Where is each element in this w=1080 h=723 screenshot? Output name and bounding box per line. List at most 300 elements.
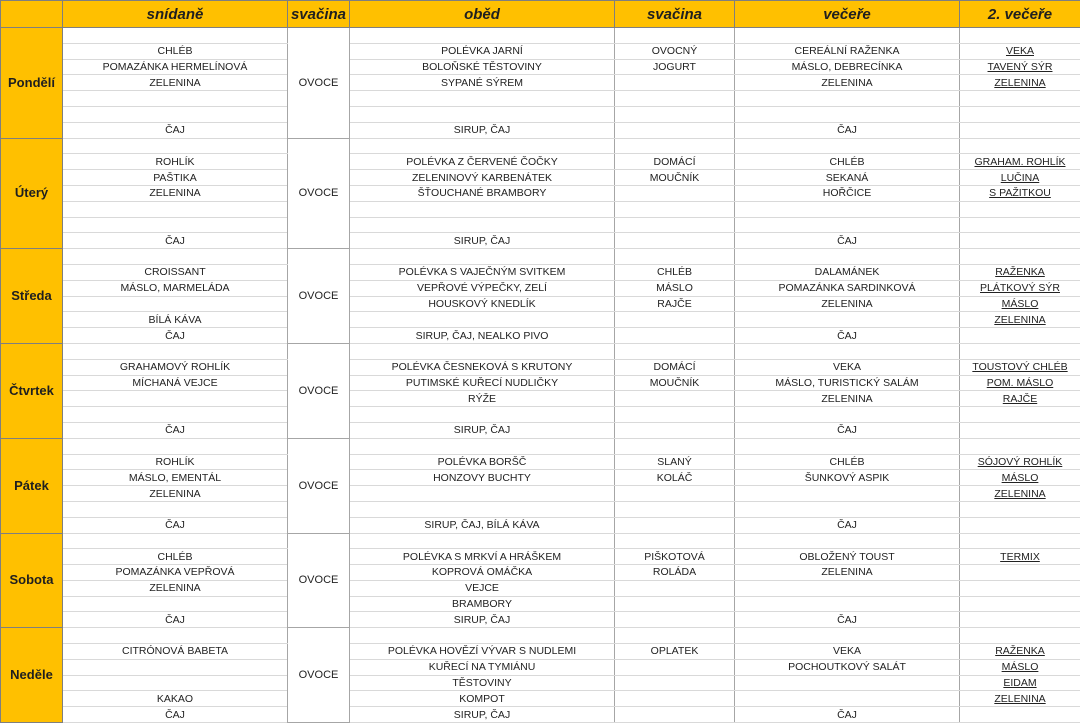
cell-vecere-2-text: SÓJOVÝ ROHLÍK (978, 456, 1063, 468)
cell-snidane: ČAJ (63, 707, 288, 723)
table-row (1, 138, 1080, 154)
table-row (1, 359, 1080, 375)
cell-obed (350, 217, 615, 233)
cell-obed: ŠŤOUCHANÉ BRAMBORY (350, 185, 615, 201)
table-row (1, 296, 1080, 312)
cell-svacina-2 (615, 122, 735, 138)
cell-vecere-2 (960, 359, 1080, 375)
cell-obed: SIRUP, ČAJ, NEALKO PIVO (350, 328, 615, 344)
cell-snidane: CROISSANT (63, 264, 288, 280)
cell-vecere-2 (960, 122, 1080, 138)
cell-snidane: BÍLÁ KÁVA (63, 312, 288, 328)
cell-snidane (63, 628, 288, 644)
cell-vecere: DALAMÁNEK (735, 264, 960, 280)
cell-vecere-2 (960, 422, 1080, 438)
cell-svacina-2 (615, 628, 735, 644)
day-label: Neděle (1, 628, 63, 723)
cell-obed: POLÉVKA Z ČERVENÉ ČOČKY (350, 154, 615, 170)
cell-svacina-2 (615, 217, 735, 233)
cell-vecere-2-text: S PAŽITKOU (989, 187, 1051, 199)
cell-vecere-2-text: MÁSLO (1002, 661, 1039, 673)
cell-svacina-2 (615, 75, 735, 91)
cell-snidane (63, 217, 288, 233)
cell-obed: PUTIMSKÉ KUŘECÍ NUDLIČKY (350, 375, 615, 391)
cell-vecere (735, 628, 960, 644)
cell-svacina-2: PIŠKOTOVÁ (615, 549, 735, 565)
cell-obed: POLÉVKA S VAJEČNÝM SVITKEM (350, 264, 615, 280)
cell-vecere: ZELENINA (735, 565, 960, 581)
cell-vecere: POMAZÁNKA SARDINKOVÁ (735, 280, 960, 296)
cell-obed: KOPROVÁ OMÁČKA (350, 565, 615, 581)
cell-svacina-2 (615, 343, 735, 359)
cell-vecere: CEREÁLNÍ RAŽENKA (735, 43, 960, 59)
cell-vecere-2 (960, 501, 1080, 517)
table-row (1, 533, 1080, 549)
cell-svacina-2 (615, 312, 735, 328)
table-row (1, 422, 1080, 438)
cell-svacina-2 (615, 201, 735, 217)
cell-svacina-1: OVOCE (288, 343, 350, 438)
cell-snidane (63, 249, 288, 265)
cell-vecere: ČAJ (735, 122, 960, 138)
cell-vecere-2 (960, 185, 1080, 201)
cell-vecere-2 (960, 91, 1080, 107)
table-row (1, 280, 1080, 296)
table-row (1, 612, 1080, 628)
table-row (1, 154, 1080, 170)
cell-vecere-2 (960, 517, 1080, 533)
cell-snidane: POMAZÁNKA VEPŘOVÁ (63, 565, 288, 581)
cell-vecere (735, 217, 960, 233)
cell-vecere (735, 138, 960, 154)
table-row (1, 486, 1080, 502)
cell-vecere (735, 201, 960, 217)
cell-snidane: KAKAO (63, 691, 288, 707)
cell-vecere-2-text: ZELENINA (994, 488, 1045, 500)
table-row (1, 75, 1080, 91)
cell-vecere-2 (960, 138, 1080, 154)
cell-svacina-2 (615, 659, 735, 675)
cell-obed (350, 407, 615, 423)
cell-vecere: VEKA (735, 644, 960, 660)
cell-snidane (63, 201, 288, 217)
table-row (1, 501, 1080, 517)
cell-svacina-2 (615, 91, 735, 107)
cell-vecere (735, 407, 960, 423)
cell-svacina-2: DOMÁCÍ (615, 359, 735, 375)
cell-obed: SIRUP, ČAJ (350, 707, 615, 723)
cell-svacina-2: SLANÝ (615, 454, 735, 470)
cell-obed (350, 628, 615, 644)
cell-vecere (735, 91, 960, 107)
cell-vecere-2 (960, 644, 1080, 660)
cell-snidane (63, 533, 288, 549)
cell-vecere-2-text: ZELENINA (994, 693, 1045, 705)
cell-obed (350, 106, 615, 122)
cell-vecere-2-text: TAVENÝ SÝR (988, 61, 1053, 73)
cell-vecere: ČAJ (735, 233, 960, 249)
table-row (1, 343, 1080, 359)
cell-snidane (63, 596, 288, 612)
cell-obed: RÝŽE (350, 391, 615, 407)
cell-snidane (63, 106, 288, 122)
cell-vecere (735, 438, 960, 454)
cell-vecere-2-text: GRAHAM. ROHLÍK (974, 156, 1065, 168)
cell-snidane: CHLÉB (63, 549, 288, 565)
table-row (1, 217, 1080, 233)
cell-obed: HONZOVY BUCHTY (350, 470, 615, 486)
cell-svacina-2: CHLÉB (615, 264, 735, 280)
cell-vecere (735, 312, 960, 328)
cell-svacina-2: MOUČNÍK (615, 170, 735, 186)
cell-vecere-2 (960, 707, 1080, 723)
cell-svacina-2: ROLÁDA (615, 565, 735, 581)
cell-svacina-2: DOMÁCÍ (615, 154, 735, 170)
table-row (1, 438, 1080, 454)
cell-obed (350, 138, 615, 154)
cell-obed: POLÉVKA HOVĚZÍ VÝVAR S NUDLEMI (350, 644, 615, 660)
cell-vecere-2-text: VEKA (1006, 45, 1034, 57)
cell-vecere-2 (960, 280, 1080, 296)
cell-vecere-2 (960, 170, 1080, 186)
cell-vecere-2 (960, 201, 1080, 217)
cell-vecere: ČAJ (735, 328, 960, 344)
cell-vecere-2 (960, 391, 1080, 407)
cell-vecere-2-text: TERMIX (1000, 551, 1040, 563)
cell-svacina-2 (615, 391, 735, 407)
cell-vecere: ČAJ (735, 422, 960, 438)
cell-svacina-1: OVOCE (288, 138, 350, 249)
day-label: Čtvrtek (1, 343, 63, 438)
cell-vecere-2 (960, 43, 1080, 59)
cell-snidane: CITRÓNOVÁ BABETA (63, 644, 288, 660)
cell-obed (350, 343, 615, 359)
table-row (1, 122, 1080, 138)
cell-svacina-2 (615, 233, 735, 249)
menu-body (1, 28, 1080, 723)
cell-vecere: ZELENINA (735, 75, 960, 91)
cell-svacina-1: OVOCE (288, 438, 350, 533)
cell-svacina-2: MOUČNÍK (615, 375, 735, 391)
table-row (1, 517, 1080, 533)
cell-svacina-2 (615, 533, 735, 549)
cell-snidane: ZELENINA (63, 185, 288, 201)
table-row (1, 565, 1080, 581)
cell-snidane (63, 91, 288, 107)
header-svacina-1: svačina (288, 1, 350, 28)
corner-cell (1, 1, 63, 28)
day-label: Úterý (1, 138, 63, 249)
table-row (1, 106, 1080, 122)
cell-snidane (63, 659, 288, 675)
cell-snidane: MÁSLO, MARMELÁDA (63, 280, 288, 296)
cell-svacina-2 (615, 407, 735, 423)
cell-snidane: PAŠTIKA (63, 170, 288, 186)
cell-vecere (735, 106, 960, 122)
cell-vecere-2-text: MÁSLO (1002, 472, 1039, 484)
cell-vecere (735, 675, 960, 691)
cell-svacina-2 (615, 328, 735, 344)
cell-snidane: MÁSLO, EMENTÁL (63, 470, 288, 486)
cell-svacina-1: OVOCE (288, 249, 350, 344)
cell-vecere-2-text: PLÁTKOVÝ SÝR (980, 282, 1060, 294)
cell-svacina-2: KOLÁČ (615, 470, 735, 486)
table-row (1, 43, 1080, 59)
table-row (1, 264, 1080, 280)
cell-svacina-2 (615, 517, 735, 533)
table-row (1, 644, 1080, 660)
cell-vecere-2-text: RAŽENKA (995, 645, 1045, 657)
cell-vecere-2-text: TOUSTOVÝ CHLÉB (972, 361, 1067, 373)
cell-obed (350, 438, 615, 454)
cell-svacina-2 (615, 580, 735, 596)
table-row (1, 549, 1080, 565)
table-row (1, 233, 1080, 249)
cell-vecere (735, 501, 960, 517)
cell-snidane: ZELENINA (63, 486, 288, 502)
cell-obed: SIRUP, ČAJ (350, 233, 615, 249)
cell-vecere: ČAJ (735, 707, 960, 723)
cell-svacina-2: OPLATEK (615, 644, 735, 660)
table-row (1, 170, 1080, 186)
cell-vecere: ČAJ (735, 517, 960, 533)
cell-svacina-2 (615, 28, 735, 44)
cell-vecere-2 (960, 612, 1080, 628)
cell-vecere: ZELENINA (735, 391, 960, 407)
table-row (1, 91, 1080, 107)
table-row (1, 201, 1080, 217)
cell-vecere-2 (960, 75, 1080, 91)
cell-snidane (63, 438, 288, 454)
table-row (1, 328, 1080, 344)
cell-svacina-2 (615, 675, 735, 691)
cell-vecere: HOŘČICE (735, 185, 960, 201)
cell-snidane: ČAJ (63, 233, 288, 249)
cell-vecere-2 (960, 691, 1080, 707)
cell-snidane (63, 501, 288, 517)
cell-vecere (735, 596, 960, 612)
cell-obed: POLÉVKA S MRKVÍ A HRÁŠKEM (350, 549, 615, 565)
cell-obed (350, 312, 615, 328)
cell-snidane: ZELENINA (63, 75, 288, 91)
cell-obed: BOLOŇSKÉ TĚSTOVINY (350, 59, 615, 75)
table-row (1, 596, 1080, 612)
cell-obed: ZELENINOVÝ KARBENÁTEK (350, 170, 615, 186)
cell-svacina-2 (615, 185, 735, 201)
cell-vecere: POCHOUTKOVÝ SALÁT (735, 659, 960, 675)
cell-vecere-2 (960, 549, 1080, 565)
table-row (1, 691, 1080, 707)
cell-svacina-2 (615, 691, 735, 707)
cell-snidane: ČAJ (63, 328, 288, 344)
table-row (1, 312, 1080, 328)
cell-obed (350, 249, 615, 265)
table-row (1, 675, 1080, 691)
cell-vecere-2 (960, 580, 1080, 596)
cell-vecere (735, 691, 960, 707)
header-svacina-2: svačina (615, 1, 735, 28)
cell-vecere-2-text: MÁSLO (1002, 298, 1039, 310)
cell-vecere-2 (960, 596, 1080, 612)
cell-vecere-2 (960, 312, 1080, 328)
cell-snidane: ČAJ (63, 612, 288, 628)
cell-obed: HOUSKOVÝ KNEDLÍK (350, 296, 615, 312)
cell-snidane: ZELENINA (63, 580, 288, 596)
cell-snidane (63, 675, 288, 691)
table-row (1, 59, 1080, 75)
cell-snidane: ČAJ (63, 517, 288, 533)
cell-obed (350, 501, 615, 517)
cell-snidane (63, 343, 288, 359)
cell-vecere (735, 486, 960, 502)
cell-vecere-2 (960, 106, 1080, 122)
cell-vecere: ŠUNKOVÝ ASPIK (735, 470, 960, 486)
cell-snidane (63, 296, 288, 312)
cell-vecere-2 (960, 375, 1080, 391)
table-row (1, 659, 1080, 675)
cell-svacina-1: OVOCE (288, 628, 350, 723)
cell-vecere-2 (960, 264, 1080, 280)
cell-svacina-2 (615, 486, 735, 502)
cell-vecere (735, 580, 960, 596)
cell-snidane: ROHLÍK (63, 154, 288, 170)
day-label: Středa (1, 249, 63, 344)
cell-vecere-2-text: POM. MÁSLO (987, 377, 1054, 389)
cell-obed: VEJCE (350, 580, 615, 596)
cell-snidane (63, 28, 288, 44)
cell-vecere-2-text: ZELENINA (994, 314, 1045, 326)
cell-vecere-2 (960, 296, 1080, 312)
cell-obed: SYPANÉ SÝREM (350, 75, 615, 91)
cell-vecere: VEKA (735, 359, 960, 375)
table-row (1, 407, 1080, 423)
cell-obed: VEPŘOVÉ VÝPEČKY, ZELÍ (350, 280, 615, 296)
cell-vecere-2 (960, 486, 1080, 502)
cell-snidane: ČAJ (63, 422, 288, 438)
cell-svacina-2 (615, 138, 735, 154)
cell-obed (350, 486, 615, 502)
cell-vecere-2-text: EIDAM (1003, 677, 1036, 689)
table-row (1, 185, 1080, 201)
cell-vecere-2 (960, 59, 1080, 75)
cell-vecere-2 (960, 675, 1080, 691)
header-snidane: snídaně (63, 1, 288, 28)
table-row (1, 470, 1080, 486)
header-vecere-2: 2. večeře (960, 1, 1080, 28)
cell-snidane: POMAZÁNKA HERMELÍNOVÁ (63, 59, 288, 75)
cell-snidane: MÍCHANÁ VEJCE (63, 375, 288, 391)
cell-svacina-2: OVOCNÝ (615, 43, 735, 59)
cell-svacina-1: OVOCE (288, 28, 350, 139)
cell-svacina-2 (615, 707, 735, 723)
cell-vecere-2-text: LUČINA (1001, 172, 1040, 184)
day-label: Sobota (1, 533, 63, 628)
cell-obed: BRAMBORY (350, 596, 615, 612)
cell-obed: SIRUP, ČAJ (350, 122, 615, 138)
table-row (1, 28, 1080, 44)
cell-svacina-2 (615, 422, 735, 438)
cell-vecere (735, 249, 960, 265)
cell-obed (350, 91, 615, 107)
cell-svacina-2: MÁSLO (615, 280, 735, 296)
cell-vecere-2-text: RAŽENKA (995, 266, 1045, 278)
cell-obed: KUŘECÍ NA TYMIÁNU (350, 659, 615, 675)
cell-svacina-2: JOGURT (615, 59, 735, 75)
cell-vecere: ČAJ (735, 612, 960, 628)
cell-vecere-2 (960, 217, 1080, 233)
cell-svacina-2 (615, 596, 735, 612)
cell-vecere-2 (960, 28, 1080, 44)
header-row (1, 1, 1080, 28)
header-obed: oběd (350, 1, 615, 28)
table-row (1, 580, 1080, 596)
cell-vecere-2 (960, 628, 1080, 644)
cell-obed: SIRUP, ČAJ (350, 612, 615, 628)
header-vecere: večeře (735, 1, 960, 28)
cell-obed: SIRUP, ČAJ (350, 422, 615, 438)
cell-svacina-1: OVOCE (288, 533, 350, 628)
cell-svacina-2 (615, 438, 735, 454)
table-row (1, 249, 1080, 265)
cell-obed: SIRUP, ČAJ, BÍLÁ KÁVA (350, 517, 615, 533)
cell-vecere-2-text: RAJČE (1003, 393, 1037, 405)
cell-obed: TĚSTOVINY (350, 675, 615, 691)
cell-obed (350, 533, 615, 549)
cell-vecere: SEKANÁ (735, 170, 960, 186)
table-row (1, 628, 1080, 644)
cell-svacina-2 (615, 612, 735, 628)
cell-snidane: GRAHAMOVÝ ROHLÍK (63, 359, 288, 375)
cell-snidane: CHLÉB (63, 43, 288, 59)
day-label: Pondělí (1, 28, 63, 139)
cell-vecere-2 (960, 565, 1080, 581)
cell-vecere: ZELENINA (735, 296, 960, 312)
cell-svacina-2 (615, 249, 735, 265)
table-row (1, 375, 1080, 391)
cell-obed: KOMPOT (350, 691, 615, 707)
cell-snidane (63, 138, 288, 154)
cell-obed: POLÉVKA BORŠČ (350, 454, 615, 470)
cell-vecere-2 (960, 328, 1080, 344)
cell-vecere: MÁSLO, TURISTICKÝ SALÁM (735, 375, 960, 391)
cell-snidane: ČAJ (63, 122, 288, 138)
cell-vecere-2 (960, 233, 1080, 249)
cell-vecere-2 (960, 407, 1080, 423)
cell-vecere-2 (960, 438, 1080, 454)
cell-svacina-2: RAJČE (615, 296, 735, 312)
table-row (1, 707, 1080, 723)
cell-vecere-2 (960, 454, 1080, 470)
cell-vecere: CHLÉB (735, 154, 960, 170)
cell-vecere (735, 343, 960, 359)
cell-snidane (63, 391, 288, 407)
cell-svacina-2 (615, 501, 735, 517)
cell-vecere-2 (960, 154, 1080, 170)
cell-obed: POLÉVKA JARNÍ (350, 43, 615, 59)
cell-snidane (63, 407, 288, 423)
cell-vecere: CHLÉB (735, 454, 960, 470)
table-row (1, 391, 1080, 407)
table-row (1, 454, 1080, 470)
cell-obed (350, 201, 615, 217)
cell-obed (350, 28, 615, 44)
cell-vecere-2 (960, 470, 1080, 486)
cell-vecere (735, 28, 960, 44)
cell-vecere-2-text: ZELENINA (994, 77, 1045, 89)
cell-obed: POLÉVKA ČESNEKOVÁ S KRUTONY (350, 359, 615, 375)
cell-vecere-2 (960, 343, 1080, 359)
cell-vecere-2 (960, 533, 1080, 549)
